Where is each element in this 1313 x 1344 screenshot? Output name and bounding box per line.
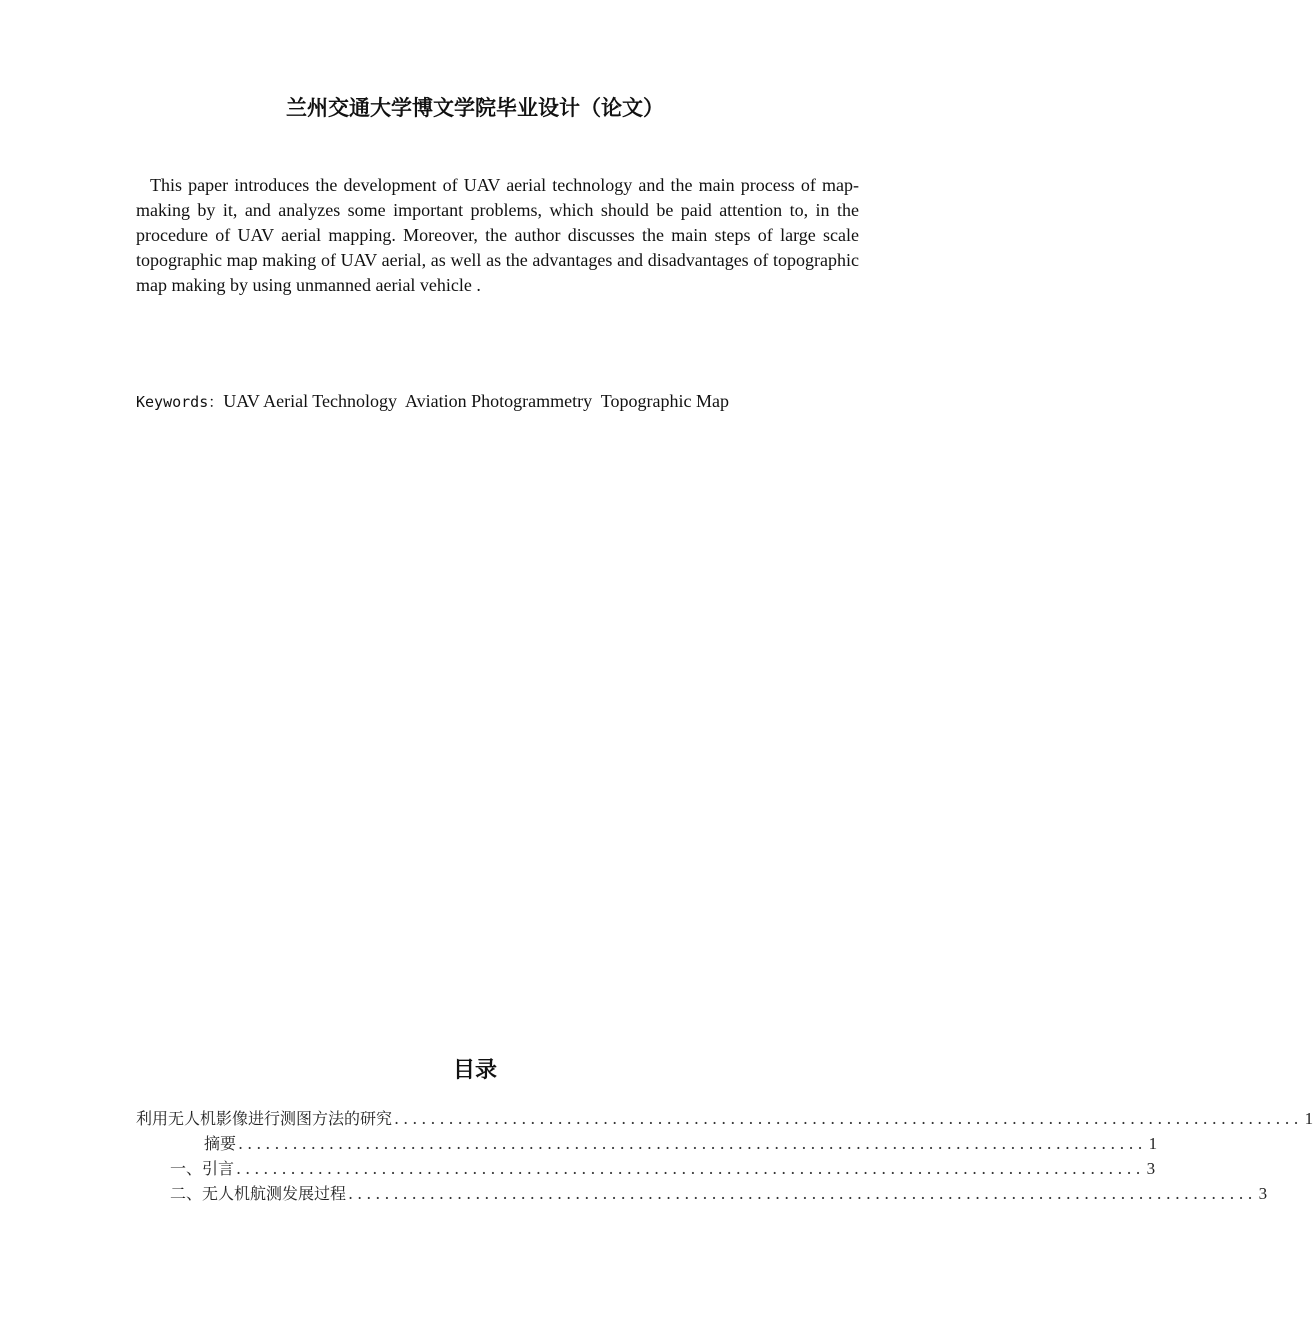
toc-entry[interactable] — [136, 1106, 1313, 1131]
toc-entry-page: 3 — [1258, 1184, 1268, 1203]
toc-entry[interactable] — [136, 1156, 1156, 1181]
toc-title: 目录 — [452, 1058, 497, 1083]
toc-leader-dots: .................................................................................................... — [394, 1109, 1303, 1128]
toc-entry-page: 3 — [1146, 1159, 1156, 1178]
toc-entry-label: 摘要 — [204, 1134, 237, 1153]
toc-leader-dots: .................................................................................................... — [236, 1159, 1145, 1178]
toc-entry-label: 利用无人机影像进行测图方法的研究 — [136, 1109, 393, 1128]
toc-entry-label: 一、引言 — [170, 1159, 235, 1178]
page-header-title: 兰州交通大学博文学院毕业设计（论文） — [286, 96, 664, 120]
toc-entry-page: 1 — [1148, 1134, 1158, 1153]
table-of-contents — [136, 1106, 1313, 1206]
abstract-paragraph: This paper introduces the development of UAV aerial technology and the main process of map-making by it, and analyzes some important problems, which should be paid attention to, in the procedure of UAV aerial mapping. Moreover, the author discusses the main steps of large scale topographic map making of UAV aerial, as well as the advantages and disadvantages of topographic map making by using unmanned aerial vehicle . — [136, 175, 859, 295]
keywords-value: UAV Aerial Technology Aviation Photogrammetry Topographic Map — [223, 391, 729, 411]
toc-entry-page: 1 — [1304, 1109, 1313, 1128]
keywords-line — [136, 389, 859, 415]
toc-leader-dots: .................................................................................................... — [238, 1134, 1147, 1153]
toc-leader-dots: .................................................................................................... — [348, 1184, 1257, 1203]
toc-entry[interactable] — [136, 1181, 1268, 1206]
toc-entry[interactable] — [136, 1131, 1158, 1156]
toc-entry-label: 二、无人机航测发展过程 — [170, 1184, 347, 1203]
keywords-label: Keywords： — [136, 393, 224, 411]
